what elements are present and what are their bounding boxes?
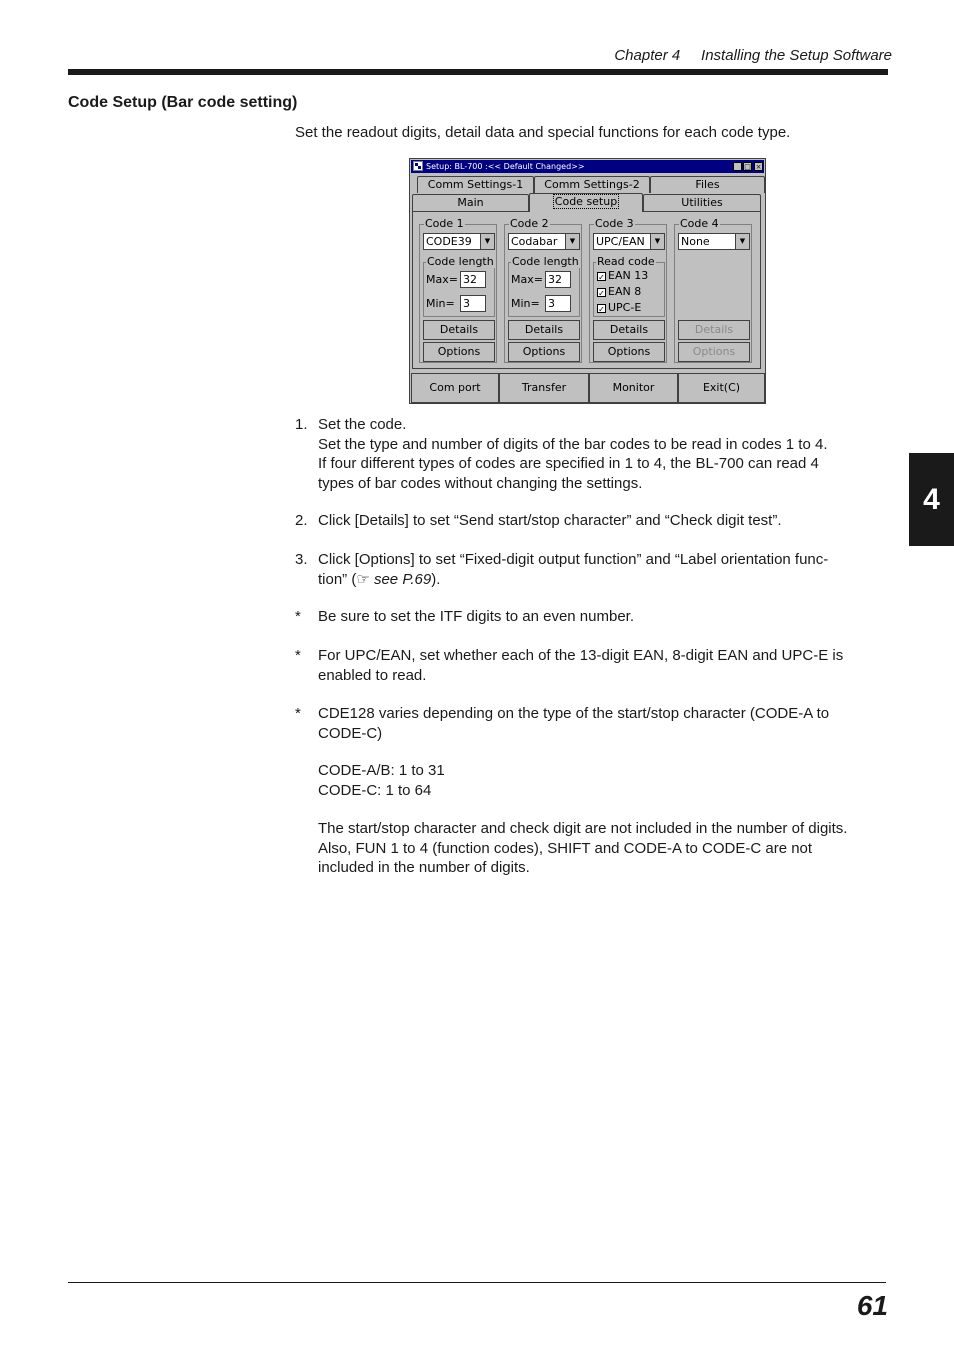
upce-checkbox[interactable]: ✓ UPC-E bbox=[598, 301, 642, 314]
code-2-min-input[interactable]: 3 bbox=[545, 295, 571, 312]
running-header bbox=[614, 47, 892, 64]
close-icon[interactable]: × bbox=[755, 163, 762, 171]
tab-utilities[interactable]: Utilities bbox=[643, 194, 761, 211]
code-1-min-input[interactable]: 3 bbox=[460, 295, 486, 312]
dialog-title: Setup: BL-700 :<< Default Changed>> bbox=[426, 162, 585, 171]
code-3-read-code-group: Read code ✓ EAN 13 ✓ EAN 8 ✓ UPC-E bbox=[593, 262, 665, 317]
code-2-max-input[interactable]: 32 bbox=[545, 271, 571, 288]
code-2-group: Code 2 Codabar ▼ Code length Max= 32 Min= 3 Details Options bbox=[504, 224, 582, 363]
note-2-text: For UPC/EAN, set whether each of the 13-digit EAN, 8-digit EAN and UPC-E is enabled to read. bbox=[318, 647, 844, 684]
code-4-select[interactable]: None ▼ bbox=[678, 233, 750, 250]
closing-note: The start/stop character and check digit are not included in the number of digits. Also, FUN 1 to 4 (function codes), SHIFT and CODE-A to CODE-C are not included in the number of digits. bbox=[318, 820, 848, 876]
code-3-options-button[interactable]: Options bbox=[593, 342, 665, 362]
code-4-group: Code 4 None ▼ Details Options bbox=[674, 224, 752, 363]
intro-text: Set the readout digits, detail data and special functions for each code type. bbox=[295, 124, 791, 141]
tab-main[interactable]: Main bbox=[412, 194, 529, 211]
chevron-down-icon: ▼ bbox=[735, 234, 749, 249]
tab-files[interactable]: Files bbox=[650, 176, 765, 193]
com-port-button[interactable]: Com port bbox=[411, 373, 499, 403]
page-reference: see P.69 bbox=[373, 570, 432, 588]
code-4-details-button[interactable]: Details bbox=[678, 320, 750, 340]
monitor-button[interactable]: Monitor bbox=[589, 373, 678, 403]
code-2-options-button[interactable]: Options bbox=[508, 342, 580, 362]
chevron-down-icon: ▼ bbox=[650, 234, 664, 249]
code-2-select[interactable]: Codabar ▼ bbox=[508, 233, 580, 250]
maximize-icon[interactable]: □ bbox=[744, 163, 751, 171]
setup-dialog bbox=[409, 158, 766, 404]
step-1-marker: 1. bbox=[295, 416, 308, 433]
digit-ranges: CODE-A/B: 1 to 31 CODE-C: 1 to 64 bbox=[318, 762, 445, 799]
step-3-text: Click [Options] to set “Fixed-digit output function” and “Label orientation func- tion” (☞ see P.69). bbox=[318, 551, 829, 588]
ean13-checkbox[interactable]: ✓ EAN 13 bbox=[598, 269, 649, 282]
exit-button[interactable]: Exit(C) bbox=[678, 373, 765, 403]
step-3-marker: 3. bbox=[295, 551, 308, 568]
note-3-marker: * bbox=[295, 705, 301, 722]
code-2-details-button[interactable]: Details bbox=[508, 320, 580, 340]
chevron-down-icon: ▼ bbox=[565, 234, 579, 249]
ean8-checkbox[interactable]: ✓ EAN 8 bbox=[598, 285, 642, 298]
code-1-select[interactable]: CODE39 ▼ bbox=[423, 233, 495, 250]
code-1-options-button[interactable]: Options bbox=[423, 342, 495, 362]
code-4-options-button[interactable]: Options bbox=[678, 342, 750, 362]
chapter-tab: 4 bbox=[909, 453, 954, 546]
code-3-details-button[interactable]: Details bbox=[593, 320, 665, 340]
code-2-length-group: Code length Max= 32 Min= 3 bbox=[508, 262, 580, 317]
step-1-text: Set the code. Set the type and number of digits of the bar codes to be read in codes 1 to 4. If four different types of codes are specified in 1 to 4, the BL-700 can read 4 types of bar codes without changing the settings. bbox=[318, 416, 828, 492]
code-1-details-button[interactable]: Details bbox=[423, 320, 495, 340]
checkbox-checked-icon: ✓ bbox=[598, 288, 605, 298]
footer-rule bbox=[68, 1282, 886, 1283]
header-title: Installing the Setup Software bbox=[701, 47, 892, 64]
tab-code-setup[interactable]: Code setup bbox=[529, 193, 643, 212]
chevron-down-icon: ▼ bbox=[480, 234, 494, 249]
minimize-icon[interactable]: _ bbox=[733, 162, 742, 171]
transfer-button[interactable]: Transfer bbox=[499, 373, 589, 403]
page-number: 61 bbox=[856, 1290, 888, 1321]
reference-arrow-icon: ☞ bbox=[356, 570, 370, 588]
header-rule bbox=[68, 69, 888, 75]
app-icon bbox=[413, 161, 423, 171]
header-chapter: Chapter 4 bbox=[614, 47, 681, 64]
checkbox-checked-icon: ✓ bbox=[598, 304, 605, 314]
note-1-marker: * bbox=[295, 608, 301, 625]
code-1-length-group: Code length Max= 32 Min= 3 bbox=[423, 262, 495, 317]
step-2-text: Click [Details] to set “Send start/stop character” and “Check digit test”. bbox=[318, 512, 782, 529]
note-3-text: CDE128 varies depending on the type of the start/stop character (CODE-A to CODE-C) bbox=[318, 705, 830, 742]
checkbox-checked-icon: ✓ bbox=[598, 272, 605, 282]
tab-comm-settings-1[interactable]: Comm Settings-1 bbox=[417, 176, 534, 193]
code-3-select[interactable]: UPC/EAN ▼ bbox=[593, 233, 665, 250]
code-3-group: Code 3 UPC/EAN ▼ Read code ✓ EAN 13 ✓ EAN 8 ✓ UPC-E Details Options bbox=[589, 224, 667, 363]
code-1-group: Code 1 CODE39 ▼ Code length Max= 32 Min= 3 Details Options bbox=[419, 224, 497, 363]
note-1-text: Be sure to set the ITF digits to an even number. bbox=[318, 608, 635, 625]
code-1-max-input[interactable]: 32 bbox=[460, 271, 486, 288]
dialog-titlebar bbox=[411, 160, 764, 173]
step-2-marker: 2. bbox=[295, 512, 308, 529]
code-setup-panel bbox=[412, 211, 761, 369]
tab-comm-settings-2[interactable]: Comm Settings-2 bbox=[534, 176, 650, 193]
note-2-marker: * bbox=[295, 647, 301, 664]
section-title: Code Setup (Bar code setting) bbox=[68, 94, 298, 111]
